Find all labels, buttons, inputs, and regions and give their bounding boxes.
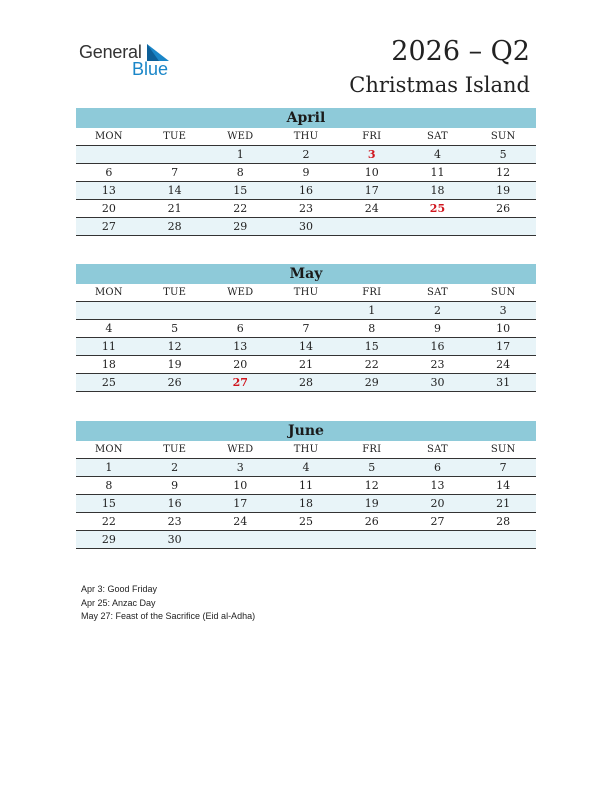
month-calendar-april [76, 108, 536, 236]
week-row [76, 338, 536, 356]
month-calendar-june [76, 421, 536, 549]
weekday-label: TUE [163, 444, 187, 455]
day-cell: 30 [167, 533, 182, 546]
day-cell: 14 [299, 340, 314, 353]
week-row [76, 477, 536, 495]
page-subtitle: Christmas Island [349, 73, 530, 97]
day-cell: 9 [302, 166, 310, 179]
day-cell: 25 [101, 376, 116, 389]
week-row [76, 356, 536, 374]
day-cell: 26 [364, 515, 379, 528]
empty-day-cell [207, 531, 273, 548]
day-cell: 30 [299, 220, 314, 233]
day-cell: 21 [167, 202, 182, 215]
day-cell: 11 [430, 166, 445, 179]
holiday-note: Apr 3: Good Friday [81, 584, 158, 594]
month-header: April [76, 108, 536, 128]
empty-day-cell [339, 531, 405, 548]
day-cell: 9 [171, 479, 179, 492]
day-cell: 3 [499, 304, 507, 317]
day-cell: 4 [302, 461, 310, 474]
day-cell: 27 [430, 515, 445, 528]
week-row [76, 495, 536, 513]
day-cell: 16 [430, 340, 445, 353]
day-cell: 28 [299, 376, 314, 389]
day-cell: 15 [101, 497, 116, 510]
week-row [76, 374, 536, 392]
day-cell: 12 [496, 166, 511, 179]
weekday-label: SUN [490, 444, 516, 455]
day-cell: 2 [302, 148, 310, 161]
weekday-label: WED [227, 444, 254, 455]
day-cell: 18 [101, 358, 116, 371]
weekday-label: MON [94, 131, 123, 142]
day-cell: 24 [233, 515, 248, 528]
day-cell: 21 [496, 497, 511, 510]
holiday-notes [81, 583, 255, 624]
day-cell: 25 [299, 515, 314, 528]
day-cell: 3 [367, 148, 376, 161]
day-cell: 23 [167, 515, 182, 528]
day-cell: 29 [101, 533, 116, 546]
day-cell: 7 [302, 322, 310, 335]
day-cell: 25 [429, 202, 446, 215]
month-calendar-may [76, 264, 536, 392]
day-cell: 10 [496, 322, 511, 335]
day-cell: 1 [368, 304, 376, 317]
empty-day-cell [470, 531, 536, 548]
week-row [76, 513, 536, 531]
day-cell: 7 [171, 166, 179, 179]
week-row [76, 164, 536, 182]
day-cell: 18 [299, 497, 314, 510]
day-cell: 14 [496, 479, 511, 492]
week-row [76, 302, 536, 320]
day-cell: 17 [496, 340, 511, 353]
weekday-label: THU [293, 444, 319, 455]
day-cell: 14 [167, 184, 182, 197]
day-cell: 26 [167, 376, 182, 389]
empty-day-cell [273, 302, 339, 319]
weekday-label: MON [94, 287, 123, 298]
week-row [76, 146, 536, 164]
day-cell: 2 [433, 304, 441, 317]
weekday-label: THU [293, 131, 319, 142]
day-cell: 17 [364, 184, 379, 197]
empty-day-cell [142, 302, 208, 319]
day-cell: 5 [171, 322, 179, 335]
day-cell: 19 [364, 497, 379, 510]
day-cell: 24 [496, 358, 511, 371]
day-cell: 30 [430, 376, 445, 389]
logo-text-blue: Blue [132, 59, 169, 79]
day-cell: 16 [167, 497, 182, 510]
week-row [76, 182, 536, 200]
brand-logo [79, 40, 189, 80]
empty-day-cell [405, 531, 471, 548]
day-cell: 23 [430, 358, 445, 371]
day-cell: 1 [105, 461, 113, 474]
empty-day-cell [142, 146, 208, 163]
day-cell: 15 [233, 184, 248, 197]
empty-day-cell [273, 531, 339, 548]
logo-text-general: General [79, 42, 142, 62]
weekday-label: SAT [427, 444, 448, 455]
day-cell: 13 [101, 184, 116, 197]
week-row [76, 459, 536, 477]
weekday-label: MON [94, 444, 123, 455]
weekday-label: FRI [362, 287, 382, 298]
day-cell: 6 [433, 461, 441, 474]
week-row [76, 320, 536, 338]
day-cell: 9 [433, 322, 441, 335]
empty-day-cell [339, 218, 405, 235]
day-cell: 1 [236, 148, 244, 161]
day-cell: 10 [233, 479, 248, 492]
day-cell: 19 [167, 358, 182, 371]
day-cell: 22 [233, 202, 248, 215]
weekday-label: SAT [427, 287, 448, 298]
day-cell: 20 [233, 358, 248, 371]
weekday-header-row [76, 284, 536, 302]
weekday-label: FRI [362, 131, 382, 142]
day-cell: 6 [236, 322, 244, 335]
day-cell: 4 [433, 148, 441, 161]
weekday-label: TUE [163, 131, 187, 142]
day-cell: 26 [496, 202, 511, 215]
empty-day-cell [470, 218, 536, 235]
day-cell: 8 [105, 479, 113, 492]
weekday-header-row [76, 128, 536, 146]
day-cell: 2 [171, 461, 179, 474]
day-cell: 13 [430, 479, 445, 492]
weekday-header-row [76, 441, 536, 459]
week-row [76, 200, 536, 218]
holiday-note: Apr 25: Anzac Day [81, 597, 156, 608]
day-cell: 17 [233, 497, 248, 510]
weekday-label: SUN [490, 287, 516, 298]
day-cell: 3 [236, 461, 244, 474]
week-row [76, 531, 536, 549]
weekday-label: SAT [427, 131, 448, 142]
empty-day-cell [76, 302, 142, 319]
day-cell: 18 [430, 184, 445, 197]
day-cell: 4 [105, 322, 113, 335]
month-header: June [76, 421, 536, 441]
empty-day-cell [405, 218, 471, 235]
day-cell: 27 [232, 376, 248, 389]
month-header: May [76, 264, 536, 284]
day-cell: 24 [364, 202, 379, 215]
day-cell: 20 [430, 497, 445, 510]
weekday-label: TUE [163, 287, 187, 298]
day-cell: 11 [101, 340, 116, 353]
day-cell: 8 [368, 322, 376, 335]
day-cell: 16 [299, 184, 314, 197]
weekday-label: SUN [490, 131, 516, 142]
day-cell: 23 [299, 202, 314, 215]
day-cell: 21 [299, 358, 314, 371]
weekday-label: FRI [362, 444, 382, 455]
day-cell: 13 [233, 340, 248, 353]
page-title: 2026 – Q2 [391, 36, 530, 67]
day-cell: 5 [499, 148, 507, 161]
day-cell: 7 [499, 461, 507, 474]
day-cell: 15 [364, 340, 379, 353]
day-cell: 19 [496, 184, 511, 197]
empty-day-cell [207, 302, 273, 319]
day-cell: 8 [236, 166, 244, 179]
weekday-label: WED [227, 131, 254, 142]
day-cell: 6 [105, 166, 113, 179]
day-cell: 11 [299, 479, 314, 492]
holiday-note: May 27: Feast of the Sacrifice (Eid al-Adha) [81, 611, 256, 621]
day-cell: 27 [101, 220, 116, 233]
day-cell: 29 [364, 376, 379, 389]
day-cell: 22 [101, 515, 116, 528]
day-cell: 28 [167, 220, 182, 233]
day-cell: 22 [364, 358, 379, 371]
day-cell: 12 [167, 340, 182, 353]
day-cell: 31 [496, 376, 511, 389]
day-cell: 20 [101, 202, 116, 215]
day-cell: 5 [368, 461, 376, 474]
week-row [76, 218, 536, 236]
day-cell: 12 [364, 479, 379, 492]
empty-day-cell [76, 146, 142, 163]
weekday-label: WED [227, 287, 254, 298]
day-cell: 28 [496, 515, 511, 528]
weekday-label: THU [293, 287, 319, 298]
day-cell: 29 [233, 220, 248, 233]
day-cell: 10 [364, 166, 379, 179]
